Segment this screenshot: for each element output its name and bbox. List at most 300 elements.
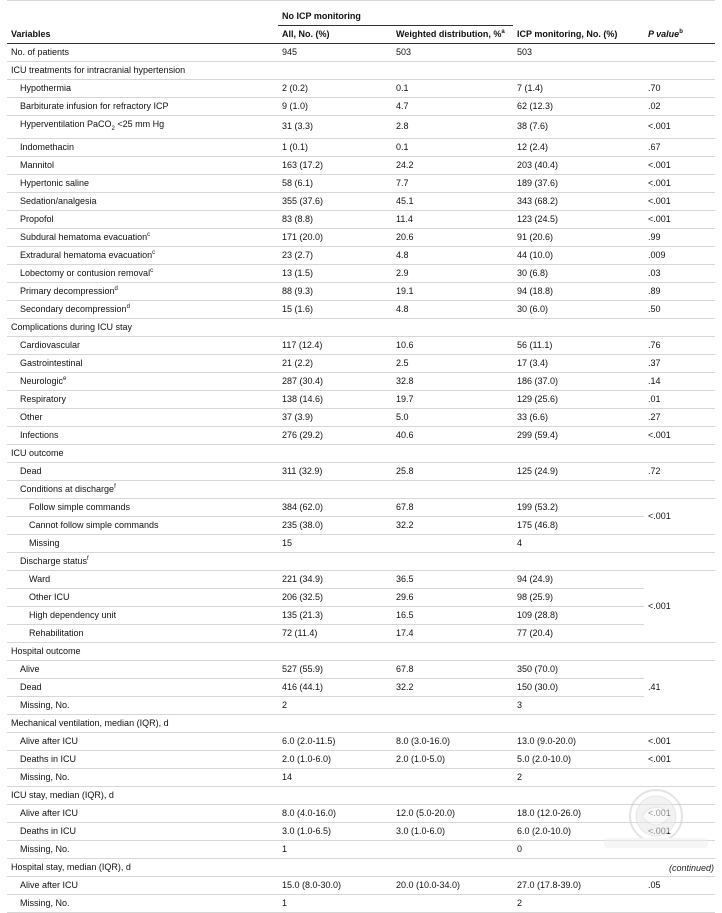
cell-all: 21 (2.2) xyxy=(278,354,392,372)
cell-icp: 77 (20.4) xyxy=(513,624,644,642)
cell-p-value: <.001 xyxy=(644,732,715,750)
cell-weighted: 45.1 xyxy=(392,192,513,210)
row-label-text: Other ICU xyxy=(29,591,70,602)
cell-p-value: <.001 xyxy=(644,570,715,642)
cell-all: 311 (32.9) xyxy=(278,462,392,480)
cell-weighted: 67.8 xyxy=(392,660,513,678)
table-row xyxy=(7,570,715,588)
row-label xyxy=(7,156,278,174)
row-label xyxy=(7,588,278,606)
row-label xyxy=(7,660,278,678)
empty-cell xyxy=(278,480,392,498)
cell-icp: 12 (2.4) xyxy=(513,138,644,156)
row-label-text: Secondary decompression xyxy=(20,303,127,314)
cell-weighted: 5.0 xyxy=(392,408,513,426)
empty-cell xyxy=(278,318,392,336)
row-label xyxy=(7,300,278,318)
header-spacer xyxy=(513,8,644,26)
cell-p-value: .02 xyxy=(644,98,715,116)
row-label xyxy=(7,336,278,354)
cell-icp: 13.0 (9.0-20.0) xyxy=(513,732,644,750)
cell-weighted: 25.8 xyxy=(392,462,513,480)
cell-weighted: 17.4 xyxy=(392,624,513,642)
footnote-marker: c xyxy=(147,231,151,238)
table-row xyxy=(7,174,715,192)
column-header-weighted xyxy=(392,26,513,44)
empty-cell xyxy=(392,480,513,498)
row-label xyxy=(7,498,278,516)
cell-p-value: <.001 xyxy=(644,426,715,444)
row-label-text: Mannitol xyxy=(20,159,55,170)
cell-icp: 38 (7.6) xyxy=(513,116,644,139)
group-header-no-icp: No ICP monitoring xyxy=(278,8,513,26)
row-label-text: Deaths in ICU xyxy=(20,753,77,764)
row-label-text: Missing, No. xyxy=(20,843,70,854)
cell-weighted: 36.5 xyxy=(392,570,513,588)
row-label-text: Primary decompression xyxy=(20,285,115,296)
table-row xyxy=(7,696,715,714)
row-label xyxy=(7,174,278,192)
cell-icp: 30 (6.8) xyxy=(513,264,644,282)
cell-icp: 94 (24.9) xyxy=(513,570,644,588)
cell-icp: 129 (25.6) xyxy=(513,390,644,408)
row-label xyxy=(7,678,278,696)
row-label-text: Discharge status xyxy=(20,555,88,566)
cell-p-value: .37 xyxy=(644,354,715,372)
row-label-text: Ward xyxy=(29,573,51,584)
cell-weighted: 0.1 xyxy=(392,80,513,98)
column-header-weighted-text: Weighted distribution, % xyxy=(396,29,502,39)
table-row xyxy=(7,228,715,246)
row-label xyxy=(7,624,278,642)
table-row xyxy=(7,116,715,139)
cell-all: 221 (34.9) xyxy=(278,570,392,588)
cell-p-value: .009 xyxy=(644,246,715,264)
row-label xyxy=(7,714,278,732)
empty-cell xyxy=(278,786,392,804)
row-label xyxy=(7,552,278,570)
cell-p-value: .03 xyxy=(644,264,715,282)
section-header-row xyxy=(7,444,715,462)
cell-all: 416 (44.1) xyxy=(278,678,392,696)
cell-weighted xyxy=(392,768,513,786)
cell-all: 1 xyxy=(278,840,392,858)
cell-icp: 150 (30.0) xyxy=(513,678,644,696)
cell-icp: 5.0 (2.0-10.0) xyxy=(513,750,644,768)
table-row xyxy=(7,498,715,516)
cell-icp: 203 (40.4) xyxy=(513,156,644,174)
row-label xyxy=(7,894,278,912)
cell-all: 3.0 (1.0-6.5) xyxy=(278,822,392,840)
table-row xyxy=(7,80,715,98)
empty-cell xyxy=(392,552,513,570)
empty-cell xyxy=(513,714,644,732)
row-label-text: Sedation/analgesia xyxy=(20,195,97,206)
row-label xyxy=(7,786,278,804)
table-body xyxy=(7,44,715,913)
row-label xyxy=(7,480,278,498)
column-header-all: All, No. (%) xyxy=(278,26,392,44)
section-header-row xyxy=(7,318,715,336)
row-label xyxy=(7,408,278,426)
column-header-p-text: P value xyxy=(648,28,680,39)
cell-weighted: 40.6 xyxy=(392,426,513,444)
row-label xyxy=(7,426,278,444)
footnote-marker: c xyxy=(152,249,156,256)
cell-weighted: 2.8 xyxy=(392,116,513,139)
row-label-text: Missing, No. xyxy=(20,897,70,908)
row-label-text: Hypothermia xyxy=(20,83,72,93)
row-label xyxy=(7,642,278,660)
cell-weighted xyxy=(392,696,513,714)
empty-cell xyxy=(278,858,392,876)
cell-icp: 109 (28.8) xyxy=(513,606,644,624)
table-row xyxy=(7,606,715,624)
table-top-rule xyxy=(7,0,715,6)
cell-icp: 4 xyxy=(513,534,644,552)
empty-cell xyxy=(392,444,513,462)
cell-weighted: 4.8 xyxy=(392,300,513,318)
row-label xyxy=(7,444,278,462)
row-label xyxy=(7,264,278,282)
footnote-marker: d xyxy=(114,285,118,292)
cell-icp: 2 xyxy=(513,894,644,912)
cell-all: 31 (3.3) xyxy=(278,116,392,139)
row-label xyxy=(7,822,278,840)
cell-weighted: 32.2 xyxy=(392,516,513,534)
row-label-text: Lobectomy or contusion removal xyxy=(20,267,151,278)
cell-icp: 343 (68.2) xyxy=(513,192,644,210)
continued-note: (continued) xyxy=(668,863,714,873)
row-label xyxy=(7,516,278,534)
cell-icp: 30 (6.0) xyxy=(513,300,644,318)
table-row xyxy=(7,876,715,894)
row-label xyxy=(7,228,278,246)
column-header-icp: ICP monitoring, No. (%) xyxy=(513,26,644,44)
table-row xyxy=(7,354,715,372)
empty-cell xyxy=(513,444,644,462)
cell-p-value: .01 xyxy=(644,390,715,408)
table-row xyxy=(7,750,715,768)
empty-cell xyxy=(644,480,715,498)
cell-p-value: .41 xyxy=(644,660,715,714)
cell-icp: 62 (12.3) xyxy=(513,98,644,116)
cell-weighted: 20.0 (10.0-34.0) xyxy=(392,876,513,894)
empty-cell xyxy=(644,642,715,660)
cell-weighted xyxy=(392,534,513,552)
cell-icp: 91 (20.6) xyxy=(513,228,644,246)
empty-cell xyxy=(513,480,644,498)
cell-weighted xyxy=(392,840,513,858)
table-row xyxy=(7,44,715,62)
footnote-marker: f xyxy=(87,555,89,562)
row-label xyxy=(7,44,278,62)
cell-weighted xyxy=(392,894,513,912)
cell-p-value xyxy=(644,894,715,912)
cell-icp: 94 (18.8) xyxy=(513,282,644,300)
table-row xyxy=(7,732,715,750)
table-header xyxy=(7,8,715,44)
table-row xyxy=(7,156,715,174)
footnote-marker: d xyxy=(126,303,130,310)
empty-cell xyxy=(644,318,715,336)
cell-p-value: .67 xyxy=(644,138,715,156)
cell-all: 276 (29.2) xyxy=(278,426,392,444)
cell-all: 2 xyxy=(278,696,392,714)
cell-weighted: 24.2 xyxy=(392,156,513,174)
empty-cell xyxy=(513,552,644,570)
row-label-text: Respiratory xyxy=(20,393,67,404)
cell-all: 138 (14.6) xyxy=(278,390,392,408)
row-label xyxy=(7,876,278,894)
cell-all: 2 (0.2) xyxy=(278,80,392,98)
table-row xyxy=(7,534,715,552)
cell-all: 355 (37.6) xyxy=(278,192,392,210)
row-label-text: ICU stay, median (IQR), d xyxy=(11,789,114,800)
table-row xyxy=(7,678,715,696)
table-row xyxy=(7,426,715,444)
row-label-text: Barbiturate infusion for refractory ICP xyxy=(20,101,169,111)
cell-all: 2.0 (1.0-6.0) xyxy=(278,750,392,768)
row-label xyxy=(7,192,278,210)
cell-all: 135 (21.3) xyxy=(278,606,392,624)
cell-p-value xyxy=(644,44,715,62)
table-row xyxy=(7,624,715,642)
header-spacer xyxy=(644,8,715,26)
row-label xyxy=(7,570,278,588)
empty-cell xyxy=(278,642,392,660)
table-row xyxy=(7,768,715,786)
row-label-text: Subdural hematoma evacuation xyxy=(20,231,148,242)
row-label xyxy=(7,696,278,714)
empty-cell xyxy=(278,714,392,732)
row-label xyxy=(7,804,278,822)
cell-p-value: .76 xyxy=(644,336,715,354)
cell-weighted: 2.5 xyxy=(392,354,513,372)
cell-p-value: <.001 xyxy=(644,174,715,192)
row-label-text: ICU treatments for intracranial hypertension xyxy=(11,65,186,75)
row-label xyxy=(7,62,278,80)
cell-icp: 175 (46.8) xyxy=(513,516,644,534)
cell-all: 117 (12.4) xyxy=(278,336,392,354)
section-header-row xyxy=(7,62,715,80)
table-row xyxy=(7,336,715,354)
footnote-marker: a xyxy=(501,29,505,35)
cell-weighted: 7.7 xyxy=(392,174,513,192)
cell-all: 206 (32.5) xyxy=(278,588,392,606)
row-label-text: Hypertonic saline xyxy=(20,177,90,188)
footnote-marker: b xyxy=(679,28,683,35)
cell-icp: 125 (24.9) xyxy=(513,462,644,480)
table-row xyxy=(7,98,715,116)
row-label xyxy=(7,98,278,116)
cell-weighted: 16.5 xyxy=(392,606,513,624)
table-row xyxy=(7,210,715,228)
table-row xyxy=(7,300,715,318)
table-row xyxy=(7,588,715,606)
cell-weighted: 32.2 xyxy=(392,678,513,696)
cell-p-value: .14 xyxy=(644,372,715,390)
cell-weighted: 503 xyxy=(392,44,513,62)
row-label-text: Alive after ICU xyxy=(20,807,79,818)
row-label xyxy=(7,462,278,480)
cell-p-value xyxy=(644,534,715,552)
cell-all: 163 (17.2) xyxy=(278,156,392,174)
row-label xyxy=(7,858,278,876)
row-label xyxy=(7,210,278,228)
cell-weighted: 29.6 xyxy=(392,588,513,606)
row-label-tail: <25 mm Hg xyxy=(114,119,165,129)
column-header-variables: Variables xyxy=(7,26,278,44)
empty-cell xyxy=(278,444,392,462)
cell-all: 9 (1.0) xyxy=(278,98,392,116)
table-row xyxy=(7,408,715,426)
cell-all: 58 (6.1) xyxy=(278,174,392,192)
row-label-text: Conditions at discharge xyxy=(20,483,115,494)
row-label-text: Dead xyxy=(20,465,42,476)
row-label-text: Indomethacin xyxy=(20,141,75,152)
cell-weighted: 11.4 xyxy=(392,210,513,228)
row-label-text: Infections xyxy=(20,429,59,440)
row-label-text: Missing, No. xyxy=(20,771,70,782)
empty-cell xyxy=(513,62,644,80)
footnote-marker: f xyxy=(114,483,116,490)
empty-cell xyxy=(278,62,392,80)
cell-icp: 18.0 (12.0-26.0) xyxy=(513,804,644,822)
empty-cell xyxy=(513,858,644,876)
cell-all: 1 xyxy=(278,894,392,912)
cell-icp: 3 xyxy=(513,696,644,714)
cell-weighted: 0.1 xyxy=(392,138,513,156)
cell-all: 83 (8.8) xyxy=(278,210,392,228)
row-label xyxy=(7,138,278,156)
row-label-text: Deaths in ICU xyxy=(20,825,77,836)
empty-cell xyxy=(392,62,513,80)
row-label xyxy=(7,534,278,552)
cell-all: 527 (55.9) xyxy=(278,660,392,678)
table-row xyxy=(7,138,715,156)
watermark-logo-icon xyxy=(598,786,714,852)
cell-weighted: 20.6 xyxy=(392,228,513,246)
cell-icp: 2 xyxy=(513,768,644,786)
cell-weighted: 4.8 xyxy=(392,246,513,264)
cell-all: 72 (11.4) xyxy=(278,624,392,642)
empty-cell xyxy=(392,858,513,876)
table-row xyxy=(7,282,715,300)
row-label-text: Alive after ICU xyxy=(20,735,79,746)
section-header-row xyxy=(7,858,715,876)
row-label xyxy=(7,116,278,139)
cell-weighted: 12.0 (5.0-20.0) xyxy=(392,804,513,822)
empty-cell xyxy=(392,318,513,336)
cell-all: 37 (3.9) xyxy=(278,408,392,426)
column-header-p-value xyxy=(644,26,715,44)
empty-cell xyxy=(278,552,392,570)
table-row xyxy=(7,264,715,282)
row-label-text: Rehabilitation xyxy=(29,627,84,638)
cell-weighted: 10.6 xyxy=(392,336,513,354)
row-label-text: Mechanical ventilation, median (IQR), d xyxy=(11,717,169,728)
cell-p-value: <.001 xyxy=(644,750,715,768)
subsection-header-row xyxy=(7,552,715,570)
cell-all: 88 (9.3) xyxy=(278,282,392,300)
cell-p-value: .70 xyxy=(644,80,715,98)
row-label-text: Dead xyxy=(20,681,42,692)
section-header-row xyxy=(7,714,715,732)
empty-cell xyxy=(392,714,513,732)
cell-icp: 33 (6.6) xyxy=(513,408,644,426)
cell-weighted: 2.0 (1.0-5.0) xyxy=(392,750,513,768)
empty-cell xyxy=(644,714,715,732)
cell-all: 15.0 (8.0-30.0) xyxy=(278,876,392,894)
cell-icp: 0 xyxy=(513,840,644,858)
table-row xyxy=(7,372,715,390)
table-row xyxy=(7,462,715,480)
row-label-text: Gastrointestinal xyxy=(20,357,83,368)
cell-weighted: 3.0 (1.0-6.0) xyxy=(392,822,513,840)
row-label-text: Follow simple commands xyxy=(29,501,131,512)
results-table xyxy=(7,8,715,913)
empty-cell xyxy=(392,642,513,660)
cell-icp: 186 (37.0) xyxy=(513,372,644,390)
cell-icp: 503 xyxy=(513,44,644,62)
cell-all: 15 xyxy=(278,534,392,552)
cell-icp: 299 (59.4) xyxy=(513,426,644,444)
section-header-row xyxy=(7,642,715,660)
cell-weighted: 67.8 xyxy=(392,498,513,516)
empty-cell xyxy=(513,642,644,660)
footnote-marker: e xyxy=(63,375,67,382)
cell-icp: 44 (10.0) xyxy=(513,246,644,264)
row-label xyxy=(7,354,278,372)
cell-p-value: .72 xyxy=(644,462,715,480)
row-label-text: ICU outcome xyxy=(11,447,64,458)
subsection-header-row xyxy=(7,480,715,498)
cell-p-value: .05 xyxy=(644,876,715,894)
cell-icp: 189 (37.6) xyxy=(513,174,644,192)
cell-icp: 27.0 (17.8-39.0) xyxy=(513,876,644,894)
footnote-marker: c xyxy=(150,267,154,274)
cell-p-value: .89 xyxy=(644,282,715,300)
table-row xyxy=(7,246,715,264)
cell-all: 287 (30.4) xyxy=(278,372,392,390)
empty-cell xyxy=(644,444,715,462)
row-label xyxy=(7,840,278,858)
row-label-text: High dependency unit xyxy=(29,609,117,620)
row-label-text: Cannot follow simple commands xyxy=(29,519,159,530)
header-spacer xyxy=(7,8,278,26)
row-label xyxy=(7,768,278,786)
row-label xyxy=(7,606,278,624)
row-label-text: Neurologic xyxy=(20,375,64,386)
table-row xyxy=(7,894,715,912)
row-label-text: Propofol xyxy=(20,213,54,224)
cell-icp: 7 (1.4) xyxy=(513,80,644,98)
cell-p-value: <.001 xyxy=(644,498,715,534)
empty-cell xyxy=(392,786,513,804)
cell-p-value: <.001 xyxy=(644,210,715,228)
table-row xyxy=(7,192,715,210)
cell-p-value: .99 xyxy=(644,228,715,246)
cell-p-value: <.001 xyxy=(644,116,715,139)
cell-weighted: 19.1 xyxy=(392,282,513,300)
row-label-text: Extradural hematoma evacuation xyxy=(20,249,153,260)
empty-cell xyxy=(644,62,715,80)
empty-cell xyxy=(513,318,644,336)
subscript: 2 xyxy=(111,125,115,132)
cell-weighted: 4.7 xyxy=(392,98,513,116)
cell-all: 235 (38.0) xyxy=(278,516,392,534)
